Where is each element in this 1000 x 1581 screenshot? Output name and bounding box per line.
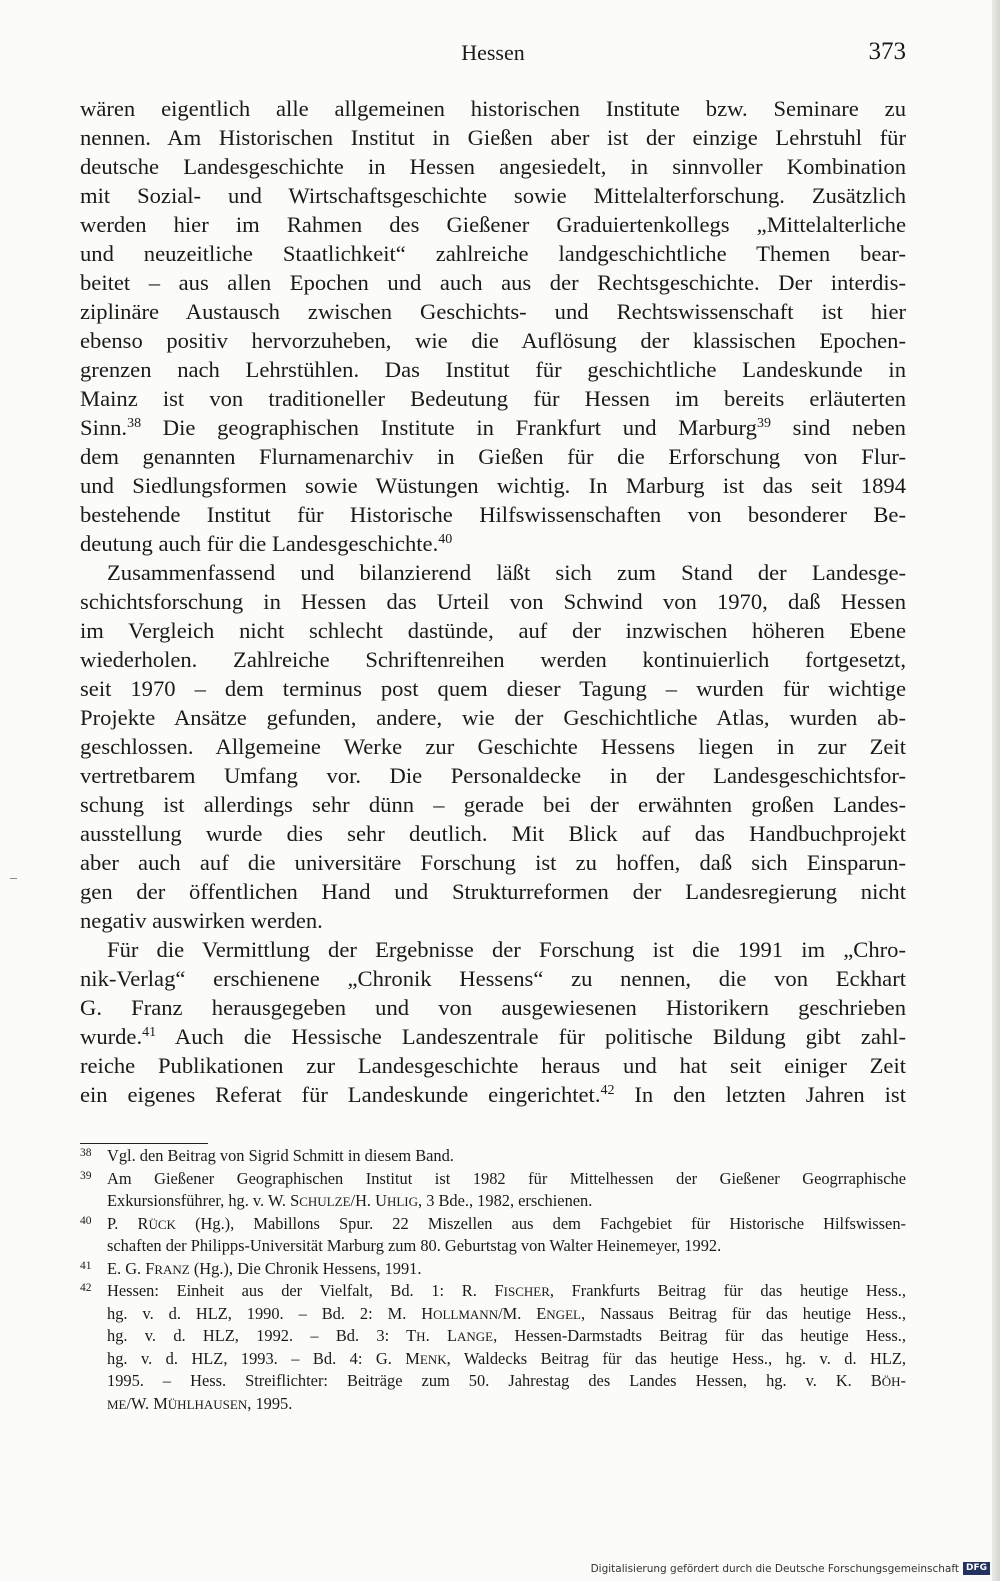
page-number: 373	[868, 38, 906, 65]
text-line: ein eigenes Referat für Landeskunde eingerichtet.$^{42}$ In den letzten Jahren ist	[80, 1082, 906, 1107]
footnote-ref: 39	[756, 416, 771, 431]
text-line: deutung auch für die Landesgeschichte.$^{40}$	[80, 531, 453, 556]
footnote-line: Exkursionsführer, hg. v. W. SCHULZE/H. UHLIG, 3 Bde., 1982, erschienen.	[107, 1191, 593, 1210]
footnote-ref: 41	[142, 1025, 157, 1040]
text-line: schung ist allerdings sehr dünn – gerade bei der erwähnten großen Landes-	[80, 792, 906, 817]
footnote-line: 41 E. G. FRANZ (Hg.), Die Chronik Hessens, 1991.	[80, 1258, 422, 1278]
text-line: dem genannten Flurnamenarchiv in Gießen für die Erforschung von Flur-	[80, 444, 906, 469]
text-line: bestehende Institut für Historische Hilfswissenschaften von besonderer Be-	[80, 502, 906, 527]
text-line: G. Franz herausgegeben und von ausgewiesenen Historikern geschrieben	[80, 995, 906, 1020]
footer-text: Digitalisierung gefördert durch die Deutsche Forschungsgemeinschaft	[590, 1562, 959, 1575]
text-line: aber auch auf die universitäre Forschung ist zu hoffen, daß sich Einsparun-	[80, 850, 906, 875]
text-line: grenzen nach Lehrstühlen. Das Institut für geschichtliche Landeskunde in	[80, 357, 906, 382]
text-line: vertretbarem Umfang vor. Die Personaldecke in der Landesgeschichtsfor-	[80, 763, 906, 788]
text-line: und neuzeitliche Staatlichkeit“ zahlreiche landgeschichtliche Themen bear-	[80, 241, 906, 266]
text-line: beitet – aus allen Epochen und auch aus der Rechtsgeschichte. Der interdis-	[80, 270, 906, 295]
text-line: wären eigentlich alle allgemeinen historischen Institute bzw. Seminare zu	[80, 96, 906, 121]
text-line: und Siedlungsformen sowie Wüstungen wichtig. In Marburg ist das seit 1894	[80, 473, 906, 498]
text-line: negativ auswirken werden.	[80, 908, 323, 933]
footnote-line: 38 Vgl. den Beitrag von Sigrid Schmitt in diesem Band.	[80, 1146, 454, 1165]
text-line: Sinn.$^{38}$ Die geographischen Institute in Frankfurt und Marburg$^{39}$ sind neben	[80, 415, 906, 440]
footnote-line: hg. v. d. HLZ, 1990. – Bd. 2: M. HOLLMANN/M. ENGEL, Nassaus Beitrag für das heutige Hess.,	[107, 1303, 907, 1323]
text-line: gen der öffentlichen Hand und Strukturreformen der Landesregierung nicht	[80, 879, 906, 904]
text-line: Für die Vermittlung der Ergebnisse der Forschung ist die 1991 im „Chro-	[107, 937, 906, 962]
text-line: Projekte Ansätze gefunden, andere, wie der Geschichtliche Atlas, wurden ab-	[80, 705, 906, 730]
footnote-ref: 42	[600, 1083, 615, 1098]
dfg-logo: DFG	[963, 1562, 990, 1575]
footnote-line: hg. v. d. HLZ, 1992. – Bd. 3: TH. LANGE, Hessen-Darmstadts Beitrag für das heutige Hess.,	[107, 1326, 906, 1345]
text-line: ebenso positiv hervorzuheben, wie die Auflösung der klassischen Epochen-	[80, 328, 906, 353]
running-head	[80, 38, 906, 72]
text-line: im Vergleich nicht schlecht dastünde, auf der inzwischen höheren Ebene	[80, 618, 906, 643]
footnote-line: schaften der Philipps-Universität Marburg zum 80. Geburtstag von Walter Heinemeyer, 1992.	[107, 1236, 722, 1255]
footnote-ref: 40	[438, 532, 453, 547]
footnote-line: 40 P. RÜCK (Hg.), Mabillons Spur. 22 Miszellen aus dem Fachgebiet für Historische Hilfswissen-	[80, 1213, 906, 1233]
text-line: Zusammenfassend und bilanzierend läßt sich zum Stand der Landesge-	[107, 560, 906, 585]
margin-mark	[10, 878, 17, 879]
text-line: ziplinäre Austausch zwischen Geschichts- und Rechtswissenschaft ist hier	[80, 299, 906, 324]
text-line: nik-Verlag“ erschienene „Chronik Hessens“ zu nennen, die von Eckhart	[80, 966, 906, 991]
page-edge	[992, 0, 1000, 1581]
running-title: Hessen	[461, 40, 525, 65]
footnote-line: 39 Am Gießener Geographischen Institut ist 1982 für Mittelhessen der Gießener Geogrraphische	[80, 1168, 906, 1188]
footnote-line: ME/W. MÜHLHAUSEN, 1995.	[107, 1393, 293, 1413]
text-line: ausstellung wurde dies sehr deutlich. Mit Blick auf das Handbuchprojekt	[80, 821, 906, 846]
footnote-divider	[80, 1143, 208, 1144]
text-line: Mainz ist von traditioneller Bedeutung für Hessen im bereits erläuterten	[80, 386, 906, 411]
text-line: seit 1970 – dem terminus post quem dieser Tagung – wurden für wichtige	[80, 676, 906, 701]
text-line: wurde.$^{41}$ Auch die Hessische Landeszentrale für politische Bildung gibt zahl-	[80, 1024, 906, 1049]
footnote-line: hg. v. d. HLZ, 1993. – Bd. 4: G. MENK, Waldecks Beitrag für das heutige Hess., hg. v. d. HLZ,	[107, 1348, 907, 1368]
footnotes	[80, 1145, 906, 1415]
text-line: nennen. Am Historischen Institut in Gießen aber ist der einzige Lehrstuhl für	[80, 125, 906, 150]
body-text	[80, 94, 906, 1109]
text-line: schichtsforschung in Hessen das Urteil von Schwind von 1970, daß Hessen	[80, 589, 906, 614]
text-line: deutsche Landesgeschichte in Hessen angesiedelt, in sinnvoller Kombination	[80, 154, 906, 179]
text-line: reiche Publikationen zur Landesgeschichte heraus und hat seit einiger Zeit	[80, 1053, 906, 1078]
footnote-line: 42 Hessen: Einheit aus der Vielfalt, Bd. 1: R. FISCHER, Frankfurts Beitrag für das heutige Hess.,	[80, 1281, 906, 1300]
text-line: mit Sozial- und Wirtschaftsgeschichte sowie Mittelalterforschung. Zusätzlich	[80, 183, 906, 208]
footnote-line: 1995. – Hess. Streiflichter: Beiträge zum 50. Jahrestag des Landes Hessen, hg. v. K. BÖH-	[107, 1371, 906, 1390]
footnote-ref: 38	[127, 416, 142, 431]
digitization-footer	[591, 1562, 990, 1575]
text-line: geschlossen. Allgemeine Werke zur Geschichte Hessens liegen in zur Zeit	[80, 734, 906, 759]
text-line: wiederholen. Zahlreiche Schriftenreihen werden kontinuierlich fortgesetzt,	[80, 647, 906, 672]
text-line: werden hier im Rahmen des Gießener Graduiertenkollegs „Mittelalterliche	[80, 212, 906, 237]
